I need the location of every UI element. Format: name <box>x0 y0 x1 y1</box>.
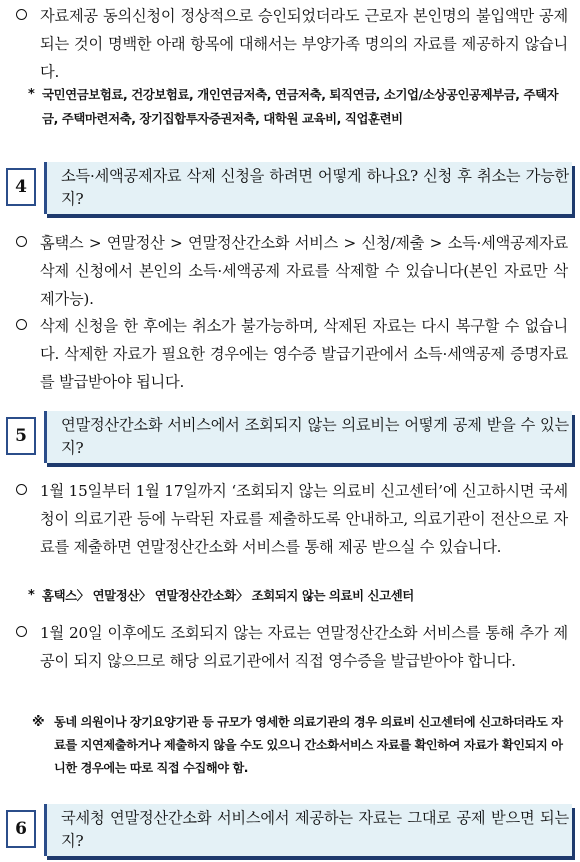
circle-bullet-icon <box>16 484 27 495</box>
circle-bullet-icon <box>16 9 27 20</box>
question-text: 연말정산간소화 서비스에서 조회되지 않는 의료비는 어떻게 공제 받을 수 있는지? <box>61 416 569 457</box>
question-text: 국세청 연말정산간소화 서비스에서 제공하는 자료는 그대로 공제 받으면 되는지? <box>61 809 569 850</box>
circle-bullet-icon <box>16 626 27 637</box>
excluded-items-text: 국민연금보험료, 건강보험료, 개인연금저축, 연금저축, 퇴직연금, 소기업/소상공인공제부금, 주택자금, 주택마련저축, 장기집합투자증권저축, 대학원 교육비, 직업훈련비 <box>42 87 559 126</box>
reference-mark: ※ <box>32 715 45 730</box>
menu-path-text: 홈택스〉 연말정산〉 연말정산간소화〉 조회되지 않는 의료비 신고센터 <box>42 588 414 603</box>
question-number: 4 <box>6 168 36 206</box>
circle-bullet-icon <box>16 236 27 247</box>
answer-text: 1월 15일부터 1월 17일까지 ‘조회되지 않는 의료비 신고센터’에 신고하시면 국세청이 의료기관 등에 누락된 자료를 제출하도록 안내하고, 의료기관이 전산으로 자료를 제출하면 연말정산간소화 서비스를 통해 제공 받으실 수 있습니다. <box>40 482 568 556</box>
bullet-text: 자료제공 동의신청이 정상적으로 승인되었더라도 근로자 본인명의 불입액만 공제되는 것이 명백한 아래 항목에 대해서는 부양가족 명의의 자료를 제공하지 않습니다. <box>40 7 568 81</box>
question-number: 5 <box>6 417 36 455</box>
question-text: 소득·세액공제자료 삭제 신청을 하려면 어떻게 하나요? 신청 후 취소는 가능한지? <box>61 167 569 208</box>
answer-text: 삭제 신청을 한 후에는 취소가 불가능하며, 삭제된 자료는 다시 복구할 수 없습니다. 삭제한 자료가 필요한 경우에는 영수증 발급기관에서 소득·세액공제 증명자료를 발급받아야 됩니다. <box>40 317 568 391</box>
reference-note-text: 동네 의원이나 장기요양기관 등 규모가 영세한 의료기관의 경우 의료비 신고센터에 신고하더라도 자료를 지연제출하거나 제출하지 않을 수도 있으니 간소화서비스 자료를 확인하여 자료가 확인되지 아니한 경우에는 따로 직접 수집해야 함. <box>54 715 563 775</box>
asterisk-mark: * <box>28 87 35 102</box>
question-number: 6 <box>6 810 36 848</box>
circle-bullet-icon <box>16 319 27 330</box>
answer-text: 홈택스 > 연말정산 > 연말정산간소화 서비스 > 신청/제출 > 소득·세액공제자료 삭제 신청에서 본인의 소득·세액공제 자료를 삭제할 수 있습니다(본인 자료만 삭제가능). <box>40 234 568 308</box>
question-box <box>44 162 572 214</box>
question-box <box>44 804 572 856</box>
answer-text: 1월 20일 이후에도 조회되지 않는 자료는 연말정산간소화 서비스를 통해 추가 제공이 되지 않으므로 해당 의료기관에서 직접 영수증을 발급받아야 합니다. <box>40 624 568 670</box>
asterisk-mark: * <box>28 588 35 603</box>
question-box <box>44 411 572 463</box>
